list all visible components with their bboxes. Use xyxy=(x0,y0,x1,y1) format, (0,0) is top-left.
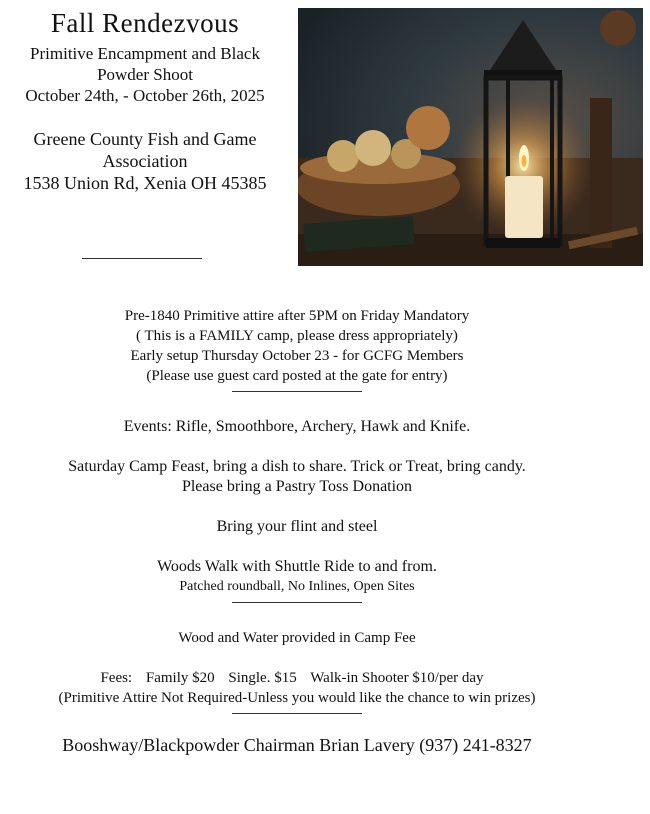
event-dates: October 24th, - October 26th, 2025 xyxy=(25,86,265,105)
flint-steel-note: Bring your flint and steel xyxy=(216,518,378,535)
wood-water-note: Wood and Water provided in Camp Fee xyxy=(178,630,416,646)
pastry-toss-note: Please bring a Pastry Toss Donation xyxy=(181,478,413,495)
fee-walk-in: Walk-in Shooter $10/per day xyxy=(310,670,484,686)
header-block xyxy=(0,8,290,194)
divider xyxy=(232,391,362,392)
fees-line xyxy=(0,668,594,688)
divider xyxy=(232,713,362,714)
chairman-contact: Booshway/Blackpowder Chairman Brian Lavery (937) 241-8327 xyxy=(62,735,532,755)
organization-name-line-1: Greene County Fish and Game xyxy=(33,129,257,149)
fee-single: Single. $15 xyxy=(228,670,297,686)
event-subtitle-line-1: Primitive Encampment and Black xyxy=(30,44,260,63)
event-title: Fall Rendezvous xyxy=(50,8,240,38)
divider xyxy=(82,258,202,259)
camp-feast-note: Saturday Camp Feast, bring a dish to share. Trick or Treat, bring candy. xyxy=(68,458,526,475)
woods-walk-note: Woods Walk with Shuttle Ride to and from. xyxy=(157,558,437,575)
events-list: Events: Rifle, Smoothbore, Archery, Hawk and Knife. xyxy=(123,418,471,435)
attire-requirement: Pre-1840 Primitive attire after 5PM on Friday Mandatory xyxy=(124,308,470,324)
event-details xyxy=(0,306,594,757)
family-camp-note: ( This is a FAMILY camp, please dress appropriately) xyxy=(136,328,458,344)
lantern-candle-photo xyxy=(298,8,643,266)
fees-label: Fees: xyxy=(100,670,133,686)
fee-family: Family $20 xyxy=(145,670,215,686)
early-setup-note: Early setup Thursday October 23 - for GCFG Members xyxy=(130,348,464,364)
guest-card-note: (Please use guest card posted at the gate for entry) xyxy=(146,368,448,384)
shooting-rules: Patched roundball, No Inlines, Open Sites xyxy=(179,579,415,594)
attire-prize-note: (Primitive Attire Not Required-Unless you would like the chance to win prizes) xyxy=(58,690,536,706)
divider xyxy=(232,602,362,603)
organization-name-line-2: Association xyxy=(102,151,188,171)
address: 1538 Union Rd, Xenia OH 45385 xyxy=(23,173,267,193)
event-subtitle-line-2: Powder Shoot xyxy=(97,65,193,84)
